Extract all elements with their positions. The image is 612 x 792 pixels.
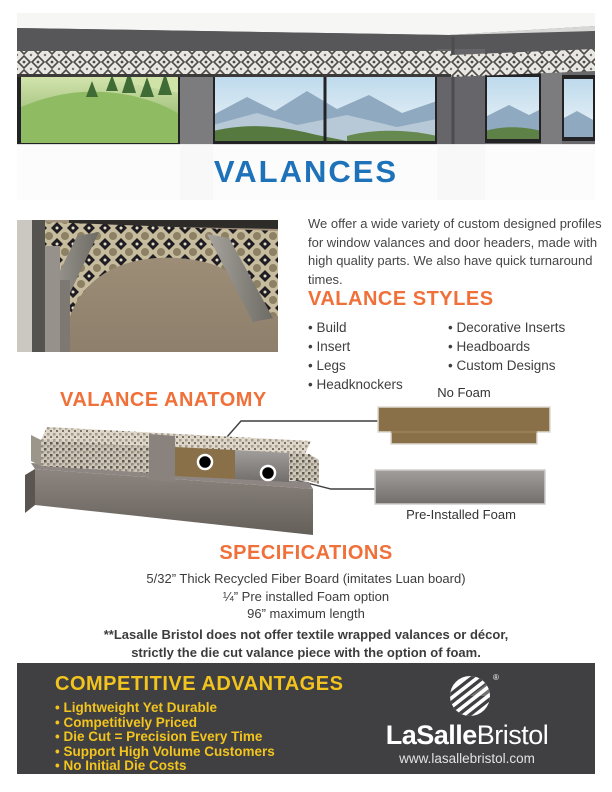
styles-column-left (308, 318, 448, 394)
foam-strip (375, 470, 545, 504)
hero-photo (17, 13, 595, 200)
spec-line: ¼” Pre installed Foam option (222, 588, 390, 604)
board-dot (198, 455, 212, 469)
advantage-item: • Lightweight Yet Durable (55, 701, 275, 716)
advantage-item: • Competitively Priced (55, 716, 275, 731)
valance-styles-section (308, 288, 602, 394)
brand-name-bristol: Bristol (476, 720, 549, 750)
style-item: • Legs (308, 356, 448, 375)
page-title: VALANCES (213, 154, 399, 189)
competitive-advantages-heading: COMPETITIVE ADVANTAGES (55, 673, 344, 695)
website-url: www.lasallebristol.com (399, 751, 535, 766)
no-foam-board (378, 407, 550, 444)
specifications-note (0, 626, 612, 661)
style-item: • Build (308, 318, 448, 337)
foam-dot (261, 466, 275, 480)
specifications-lines (0, 570, 612, 623)
note-line: **Lasalle Bristol does not offer textile wrapped valances or décor, (103, 627, 509, 642)
style-item: • Custom Designs (448, 356, 588, 375)
footer-bar (17, 663, 595, 774)
no-foam-label: No Foam (437, 385, 491, 400)
advantage-item: • Die Cut = Precision Every Time (55, 730, 275, 745)
brand-logo (367, 675, 567, 766)
advantage-item: • No Initial Die Costs (55, 759, 275, 774)
valance-styles-columns (308, 318, 602, 394)
spec-line: 96” maximum length (247, 606, 365, 621)
styles-column-right (448, 318, 588, 394)
advantages-list (55, 701, 275, 774)
intro-paragraph: We offer a wide variety of custom designed profiles for window valances and door headers, made with high quality parts. We also have quick turnaround times. (308, 216, 602, 287)
globe-icon (449, 675, 493, 717)
brand-name-lasalle: LaSalle (385, 720, 477, 750)
style-item: • Insert (308, 337, 448, 356)
note-line: strictly the die cut valance piece with the option of foam. (131, 644, 481, 660)
valance-closeup-photo (17, 220, 278, 352)
valance-anatomy-section (17, 385, 595, 550)
style-item: • Headknockers (308, 375, 448, 394)
registered-trademark: ® (493, 673, 499, 682)
advantage-item: • Support High Volume Customers (55, 745, 275, 760)
valance-styles-heading: VALANCE STYLES (308, 288, 494, 310)
valance-closeup-illustration (17, 220, 278, 352)
spec-line: 5/32” Thick Recycled Fiber Board (imitates Luan board) (146, 571, 466, 586)
specifications-heading: SPECIFICATIONS (219, 542, 393, 564)
style-item: • Decorative Inserts (448, 318, 588, 337)
valance-anatomy-heading: VALANCE ANATOMY (60, 389, 267, 411)
title-banner (17, 144, 595, 200)
brand-name (367, 720, 567, 751)
specifications-section (0, 542, 612, 623)
pre-installed-foam-label: Pre-Installed Foam (406, 507, 516, 522)
style-item: • Headboards (448, 337, 588, 356)
